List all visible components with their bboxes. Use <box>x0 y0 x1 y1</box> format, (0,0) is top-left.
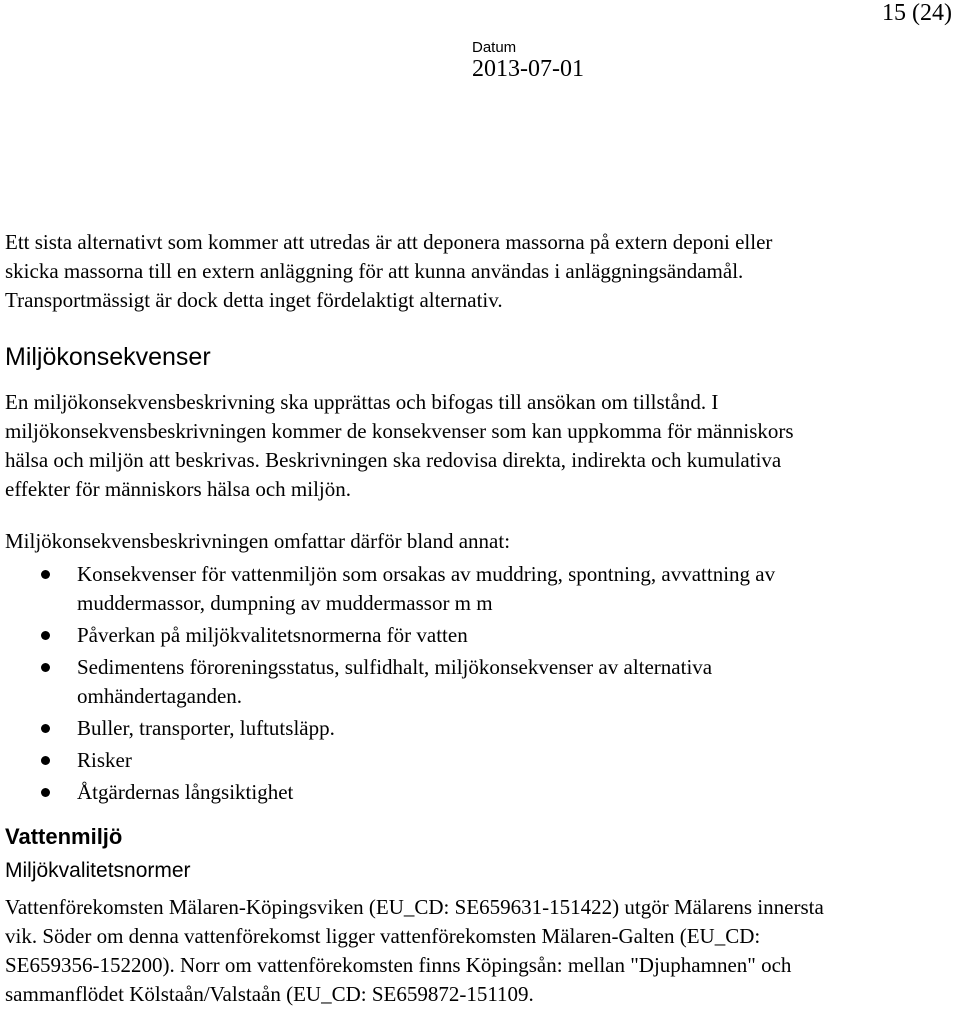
date-value: 2013-07-01 <box>472 56 584 82</box>
bullet-icon <box>41 724 50 733</box>
consequence-list <box>5 560 835 807</box>
bullet-icon <box>41 570 50 579</box>
bullet-icon <box>41 788 50 797</box>
bullet-icon <box>41 663 50 672</box>
list-item: Risker <box>5 746 835 775</box>
list-item: Sedimentens föroreningsstatus, sulfidhalt, miljökonsekvenser av alternativa omhändertaganden. <box>5 653 835 711</box>
list-item: Påverkan på miljökvalitetsnormerna för vatten <box>5 621 835 650</box>
page-number: 15 (24) <box>882 0 952 26</box>
intro-paragraph: Ett sista alternativt som kommer att utredas är att deponera massorna på extern deponi eller skicka massorna till en extern anläggning för att kunna användas i anläggningsändamål. Transportmässigt är dock detta inget fördelaktigt alternativ. <box>5 230 773 312</box>
miljokvalitetsnormer-heading: Miljökvalitetsnormer <box>5 859 191 882</box>
miljokonsekvenser-heading: Miljökonsekvenser <box>5 343 211 371</box>
list-intro: Miljökonsekvensbeskrivningen omfattar därför bland annat: <box>5 529 511 553</box>
miljokonsekvenser-paragraph: En miljökonsekvensbeskrivning ska upprättas och bifogas till ansökan om tillstånd. I miljökonsekvensbeskrivningen kommer de konsekvenser som kan uppkomma för människors hälsa och miljön att beskrivas. Beskrivningen ska redovisa direkta, indirekta och kumulativa effekter för människors hälsa och miljön. <box>5 390 794 501</box>
bullet-icon <box>41 756 50 765</box>
list-item: Åtgärdernas långsiktighet <box>5 778 835 807</box>
list-item: Buller, transporter, luftutsläpp. <box>5 714 835 743</box>
list-item: Konsekvenser för vattenmiljön som orsakas av muddring, spontning, avvattning av muddermassor, dumpning av muddermassor m m <box>5 560 835 618</box>
vattenmiljo-heading: Vattenmiljö <box>5 824 123 849</box>
vattenmiljo-paragraph: Vattenförekomsten Mälaren-Köpingsviken (EU_CD: SE659631-151422) utgör Mälarens innersta vik. Söder om denna vattenförekomst ligger vattenförekomsten Mälaren-Galten (EU_CD: SE659356-152200). Norr om vattenförekomsten finns Köpingsån: mellan "Djuphamnen" och sammanflödet Kölstaån/Valstaån (EU_CD: SE659872-151109. <box>5 895 824 1006</box>
bullet-icon <box>41 631 50 640</box>
date-label: Datum <box>472 39 517 56</box>
